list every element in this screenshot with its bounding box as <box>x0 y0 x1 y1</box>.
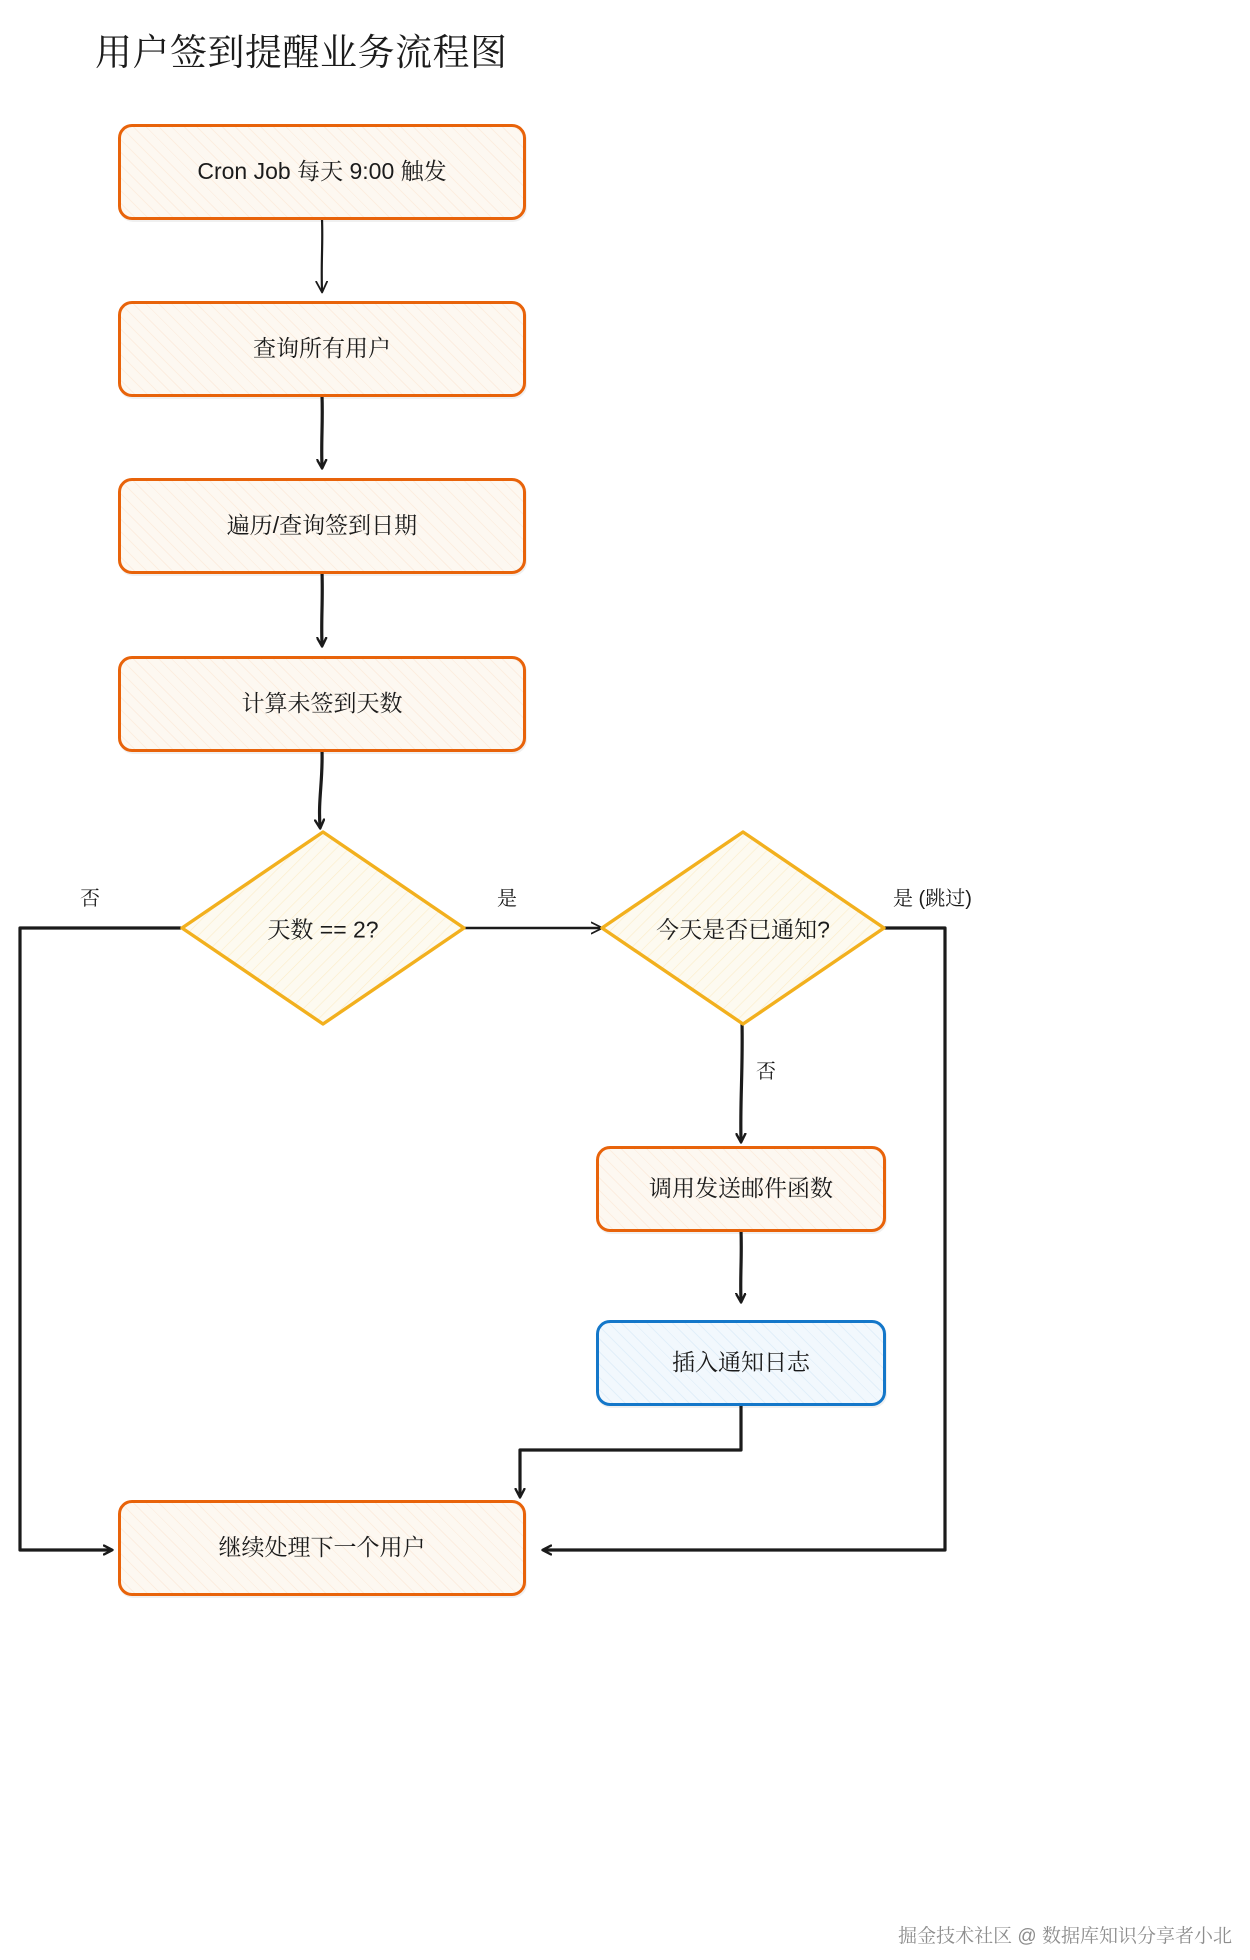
node-send-mail[interactable] <box>596 1146 886 1232</box>
node-label: 继续处理下一个用户 <box>218 1534 426 1561</box>
node-next-user[interactable] <box>118 1500 526 1596</box>
node-label: 遍历/查询签到日期 <box>226 512 418 539</box>
edge-label-days-yes: 是 <box>497 888 517 910</box>
node-label: Cron Job 每天 9:00 触发 <box>197 158 447 185</box>
node-label: 今天是否已通知? <box>656 916 830 943</box>
node-decision-days-equals-2[interactable] <box>178 828 468 1028</box>
node-label: 调用发送邮件函数 <box>649 1175 833 1202</box>
diamond-shape <box>178 828 468 1028</box>
node-cron-trigger[interactable] <box>118 124 526 220</box>
node-query-signin-dates[interactable] <box>118 478 526 574</box>
edge-label-notified-no: 否 <box>756 1061 776 1083</box>
node-label: 查询所有用户 <box>253 335 391 362</box>
edge-label-days-no: 否 <box>80 888 100 910</box>
node-label: 插入通知日志 <box>672 1349 810 1376</box>
page-title: 用户签到提醒业务流程图 <box>95 32 508 73</box>
edge-label-notified-yes-skip: 是 (跳过) <box>893 888 972 910</box>
watermark: 掘金技术社区 @ 数据库知识分享者小北 <box>898 1926 1232 1947</box>
diamond-shape <box>598 828 888 1028</box>
node-query-all-users[interactable] <box>118 301 526 397</box>
node-decision-already-notified[interactable] <box>598 828 888 1028</box>
node-label: 计算未签到天数 <box>241 690 403 717</box>
node-calc-missing-days[interactable] <box>118 656 526 752</box>
node-insert-notify-log[interactable] <box>596 1320 886 1406</box>
node-label: 天数 == 2? <box>267 916 379 943</box>
